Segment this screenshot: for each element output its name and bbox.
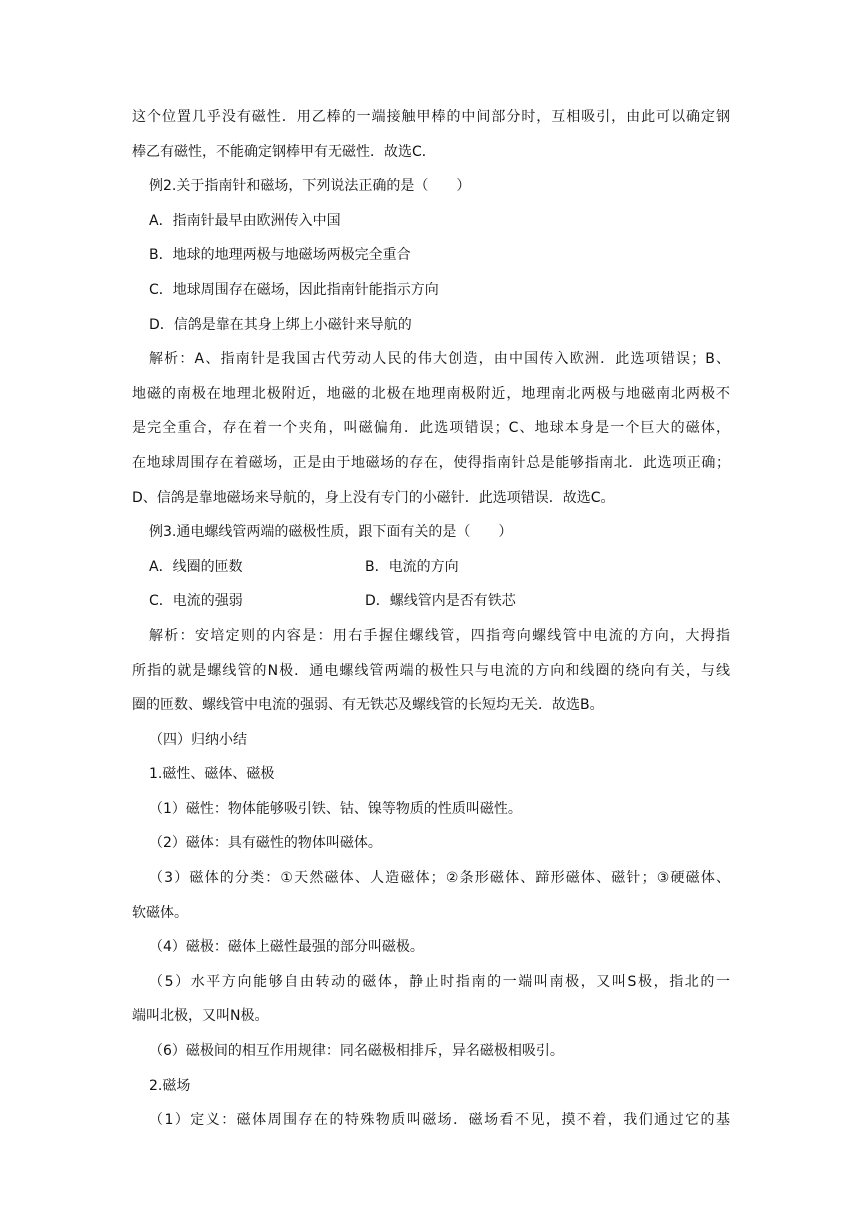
option-b: B．电流的方向: [365, 558, 459, 575]
summary-item-continued: 软磁体。: [132, 904, 188, 921]
text-line: 这个位置几乎没有磁性．用乙棒的一端接触甲棒的中间部分时，互相吸引，由此可以确定钢: [132, 109, 730, 125]
subsection-heading: 2.磁场: [149, 1077, 191, 1094]
subsection-heading: 1.磁性、磁体、磁极: [149, 766, 275, 783]
analysis-line: 解析：安培定则的内容是：用右手握住螺线管，四指弯向螺线管中电流的方向，大拇指: [149, 627, 730, 644]
option-c: C．电流的强弱: [149, 593, 243, 610]
section-heading: （四）归纳小结: [149, 731, 247, 748]
option-row: [132, 584, 730, 619]
summary-item: （1）定义：磁体周围存在的特殊物质叫磁场．磁场看不见，摸不着，我们通过它的基: [149, 1112, 730, 1129]
summary-item: （6）磁极间的相互作用规律：同名磁极相排斥，异名磁极相吸引。: [149, 1043, 564, 1060]
summary-item: （1）磁性：物体能够吸引铁、钴、镍等物质的性质叫磁性。: [149, 800, 522, 817]
example-question: 例2.关于指南针和磁场，下列说法正确的是（ ）: [149, 178, 471, 195]
example-question: 例3.通电螺线管两端的磁极性质，跟下面有关的是（ ）: [149, 524, 513, 541]
option-a: A．线圈的匝数: [149, 558, 243, 575]
analysis-line: 圈的匝数、螺线管中电流的强弱、有无铁芯及螺线管的长短均无关．故选B。: [132, 697, 604, 714]
option-row: [132, 550, 730, 585]
summary-item: （3）磁体的分类：①天然磁体、人造磁体；②条形磁体、蹄形磁体、磁针；③硬磁体、: [149, 870, 730, 887]
option-d: D．螺线管内是否有铁芯: [365, 593, 516, 610]
document-body: [132, 100, 730, 1138]
text-line: 棒乙有磁性，不能确定钢棒甲有无磁性．故选C．: [132, 143, 436, 160]
analysis-line: 在地球周围存在着磁场，正是由于地磁场的存在，使得指南针总是能够指南北．此选项正确；: [132, 454, 730, 471]
analysis-line: 所指的就是螺线管的N极．通电螺线管两端的极性只与电流的方向和线圈的绕向有关，与线: [132, 662, 730, 679]
analysis-line: 地磁的南极在地理北极附近，地磁的北极在地理南极附近，地理南北两极与地磁南北两极不: [132, 385, 730, 402]
option-c: C．地球周围存在磁场，因此指南针能指示方向: [149, 281, 439, 298]
summary-item-continued: 端叫北极，又叫N极。: [132, 1008, 269, 1025]
summary-item: （4）磁极：磁体上磁性最强的部分叫磁极。: [149, 939, 424, 956]
summary-item: （2）磁体：具有磁性的物体叫磁体。: [149, 835, 382, 852]
option-a: A．指南针最早由欧洲传入中国: [149, 212, 341, 229]
option-d: D．信鸽是靠在其身上绑上小磁针来导航的: [149, 316, 412, 333]
analysis-line: D、信鸽是靠地磁场来导航的，身上没有专门的小磁针．此选项错误．故选C。: [132, 489, 615, 506]
analysis-line: 是完全重合，存在着一个夹角，叫磁偏角．此选项错误；C、地球本身是一个巨大的磁体，: [132, 420, 730, 437]
analysis-line: 解析：A、指南针是我国古代劳动人民的伟大创造，由中国传入欧洲．此选项错误；B、: [149, 351, 730, 368]
option-b: B．地球的地理两极与地磁场两极完全重合: [149, 247, 411, 264]
summary-item: （5）水平方向能够自由转动的磁体，静止时指南的一端叫南极，又叫S极，指北的一: [149, 973, 730, 990]
